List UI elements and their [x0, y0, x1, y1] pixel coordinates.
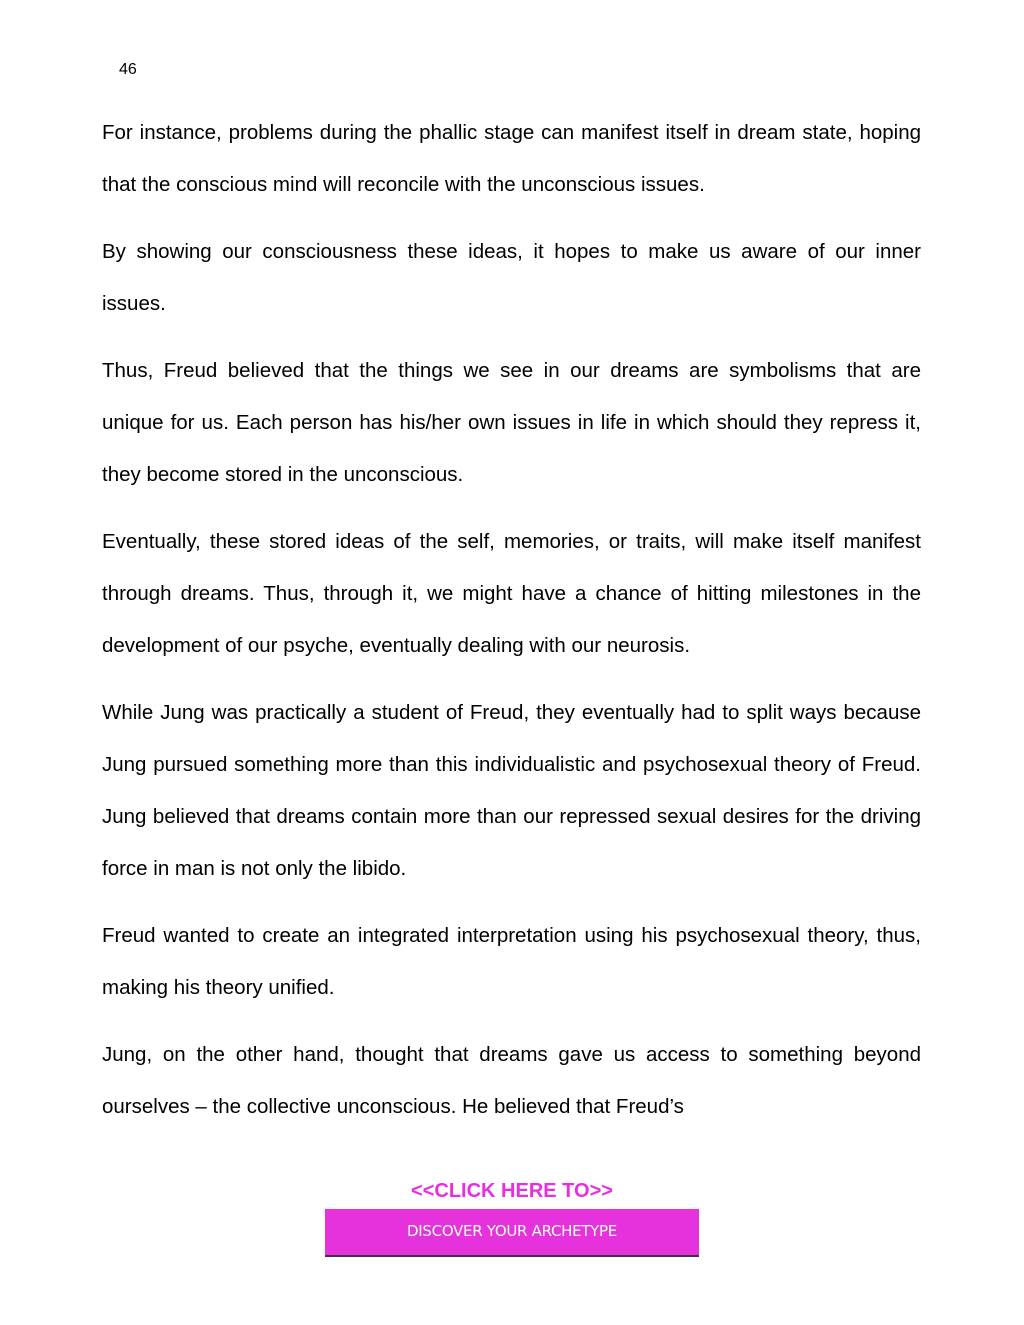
discover-archetype-button-label: DISCOVER YOUR ARCHETYPE: [407, 1222, 617, 1240]
paragraph: By showing our consciousness these ideas, it hopes to make us aware of our inner issues.: [102, 240, 921, 315]
click-here-link[interactable]: <<CLICK HERE TO>>: [411, 1180, 613, 1202]
paragraph: Jung, on the other hand, thought that dreams gave us access to something beyond ourselves – the collective unconscious. He believed that Freud’s: [102, 1043, 921, 1118]
paragraph: Eventually, these stored ideas of the self, memories, or traits, will make itself manifest through dreams. Thus, through it, we might have a chance of hitting milestones in the development of our psyche, eventually dealing with our neurosis.: [102, 530, 921, 657]
paragraph: Freud wanted to create an integrated interpretation using his psychosexual theory, thus, making his theory unified.: [102, 924, 921, 999]
page-number: 46: [119, 61, 137, 78]
paragraph: While Jung was practically a student of Freud, they eventually had to split ways because Jung pursued something more than this individualistic and psychosexual theory of Freud. Jung believed that dreams contain more than our repressed sexual desires for the driving force in man is not only the libido.: [102, 701, 921, 880]
paragraph: Thus, Freud believed that the things we see in our dreams are symbolisms that are unique for us. Each person has his/her own issues in life in which should they repress it, they become stored in the unconscious.: [102, 359, 921, 486]
paragraph: For instance, problems during the phallic stage can manifest itself in dream state, hoping that the conscious mind will reconcile with the unconscious issues.: [102, 121, 921, 196]
discover-archetype-button[interactable]: [325, 1209, 699, 1257]
body-text: [102, 107, 921, 1148]
